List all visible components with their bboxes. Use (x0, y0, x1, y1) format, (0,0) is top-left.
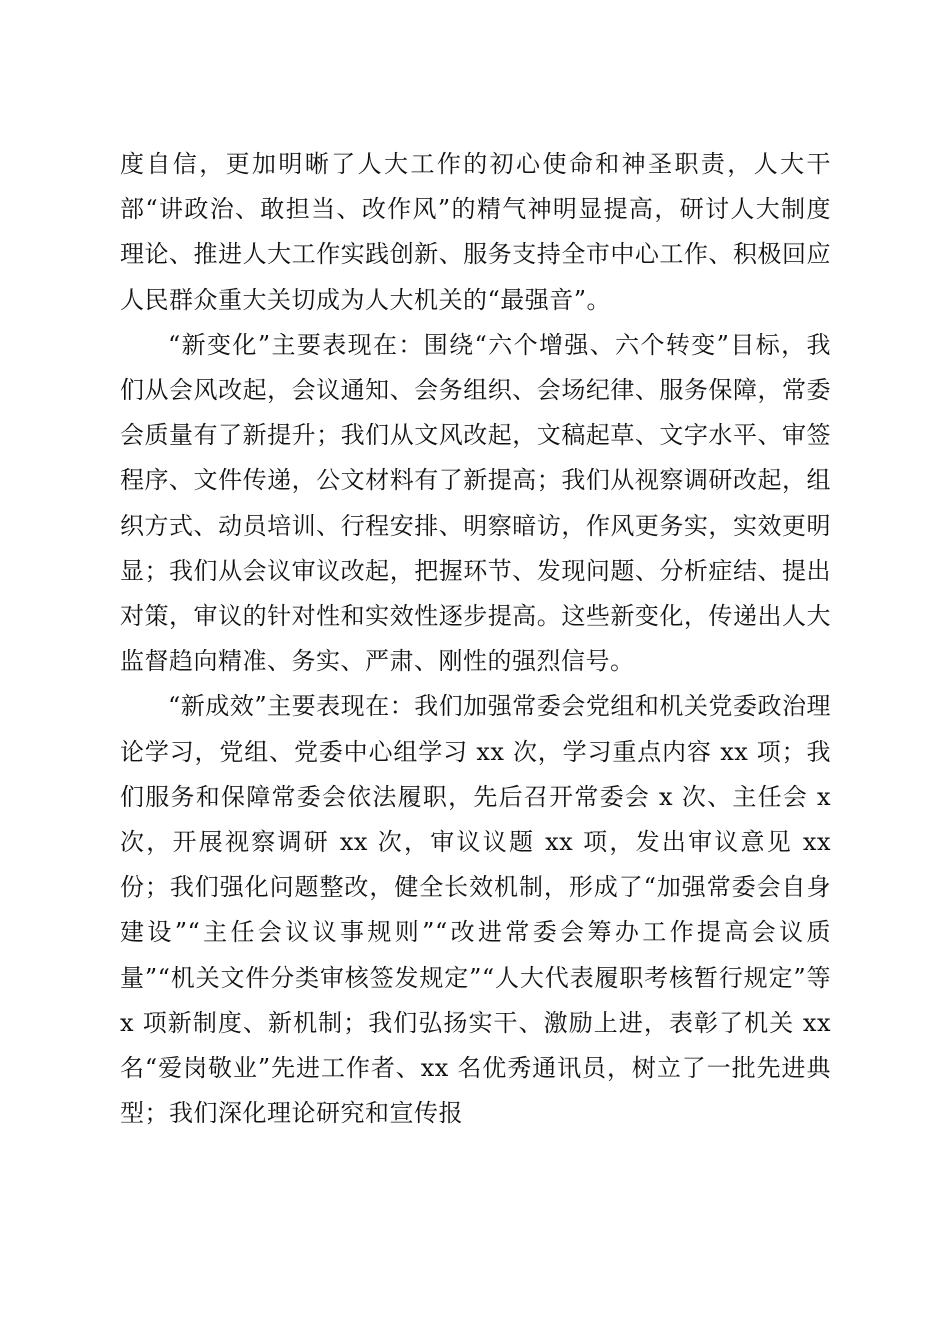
paragraph-new-results: “新成效”主要表现在：我们加强常委会党组和机关党委政治理论学习，党组、党委中心组学习 xx 次，学习重点内容 xx 项；我们服务和保障常委会依法履职，先后召开常委会 x 次、主任会 x 次，开展视察调研 xx 次，审议议题 xx 项，发出审议意见 xx 份；我们强化问题整改，健全长效机制，形成了“加强常委会自身建设”“主任会议议事规则”“改进常委会筹办工作提高会议质量”“机关文件分类审核签发规定”“人大代表履职考核暂行规定”等 x 项新制度、新机制；我们弘扬实干、激励上进，表彰了机关 xx 名“爱岗敬业”先进工作者、xx 名优秀通讯员，树立了一批先进典型；我们深化理论研究和宣传报 (120, 692, 831, 1128)
body-text (120, 142, 831, 1136)
paragraph-new-changes: “新变化”主要表现在：围绕“六个增强、六个转变”目标，我们从会风改起，会议通知、会务组织、会场纪律、服务保障，常委会质量有了新提升；我们从文风改起，文稿起草、文字水平、审签程序、文件传递，公文材料有了新提高；我们从视察调研改起，组织方式、动员培训、行程安排、明察暗访，作风更务实，实效更明显；我们从会议审议改起，把握环节、发现问题、分析症结、提出对策，审议的针对性和实效性逐步提高。这些新变化，传递出人大监督趋向精准、务实、严肃、刚性的强烈信号。 (120, 330, 831, 676)
paragraph-confidence: 度自信，更加明晰了人大工作的初心使命和神圣职责，人大干部“讲政治、敢担当、改作风”的精气神明显提高，研讨人大制度理论、推进人大工作实践创新、服务支持全市中心工作、积极回应人民群众重大关切成为人大机关的“最强音”。 (120, 150, 831, 314)
